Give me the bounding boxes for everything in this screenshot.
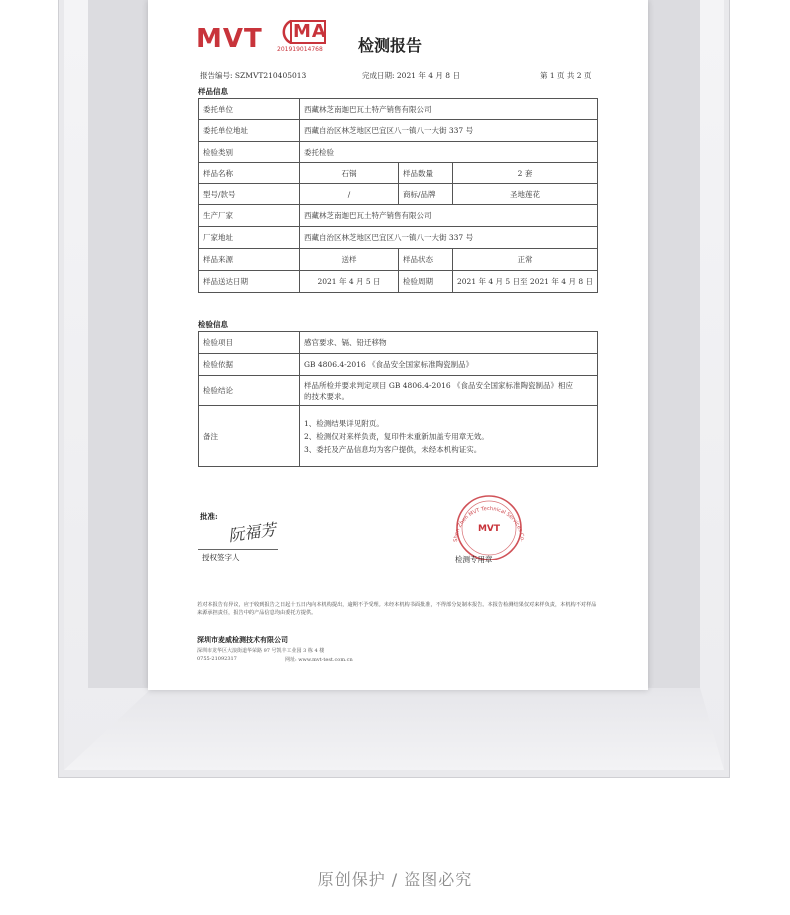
sample-name-label: 样品名称 bbox=[199, 163, 300, 184]
disclaimer-text: 若对本报告有异议，应于收到报告之日起十五日内向本机构提出，逾期不予受理。未经本机构书面批准，不得部分复制本报告。本报告检测结果仅对来样负责，本机构不对样品来源承担责任，报告中的产品信息均由委托方提供。 bbox=[197, 602, 597, 616]
sample-source-value: 送样 bbox=[300, 249, 399, 271]
sent-date-value: 2021 年 4 月 5 日 bbox=[300, 271, 399, 293]
stamp-logo: MVT bbox=[477, 524, 501, 534]
remarks-value bbox=[300, 406, 598, 467]
client-address-label: 委托单位地址 bbox=[199, 120, 300, 142]
signer-label: 授权签字人 bbox=[202, 553, 240, 562]
conclusion-line-2: 的技术要求。 bbox=[304, 391, 349, 401]
copyright-watermark: 原创保护 / 盗图必究 bbox=[317, 870, 473, 889]
conclusion-value bbox=[300, 376, 598, 406]
sample-source-label: 样品来源 bbox=[199, 249, 300, 271]
company-name: 深圳市麦威检测技术有限公司 bbox=[197, 635, 288, 644]
manufacturer-address-value: 西藏自治区林芝地区巴宜区八一镇八一大街 337 号 bbox=[300, 227, 598, 249]
test-info-title: 检验信息 bbox=[198, 320, 228, 329]
conclusion-line-1: 样品所检并要求判定项目 GB 4806.4-2016 《食品安全国家标准陶瓷制品》相应 bbox=[304, 380, 574, 390]
cma-mark-text: MA bbox=[293, 21, 327, 42]
sample-quantity-value: 2 套 bbox=[453, 163, 598, 184]
svg-text:Shen Zhen MVT Technical Servic bbox=[443, 490, 525, 542]
stamp-label: 检测专用章 bbox=[455, 555, 493, 564]
brand-value: 圣地莲花 bbox=[453, 184, 598, 205]
sample-info-title: 样品信息 bbox=[198, 87, 228, 96]
test-period-value: 2021 年 4 月 5 日至 2021 年 4 月 8 日 bbox=[453, 271, 598, 293]
manufacturer-value: 西藏林芝南迦巴瓦土特产销售有限公司 bbox=[300, 205, 598, 227]
remark-item: 1、检测结果详见附页。 bbox=[304, 418, 384, 428]
stamp-ring-text: Shen Zhen MVT Technical Services Co. bbox=[452, 505, 526, 543]
report-title: 检测报告 bbox=[358, 36, 423, 55]
model-value: / bbox=[300, 184, 399, 205]
test-type-value: 委托检验 bbox=[300, 142, 598, 163]
official-stamp-icon bbox=[443, 490, 535, 560]
completion-date: 完成日期: 2021 年 4 月 8 日 bbox=[362, 71, 460, 80]
sent-date-label: 样品送达日期 bbox=[199, 271, 300, 293]
remarks-label: 备注 bbox=[199, 406, 300, 467]
manufacturer-label: 生产厂家 bbox=[199, 205, 300, 227]
approve-label: 批准: bbox=[200, 512, 218, 521]
sample-state-value: 正常 bbox=[453, 249, 598, 271]
remark-item: 3、委托及产品信息均为客户提供，未经本机构证实。 bbox=[304, 444, 482, 454]
cma-code: 201919014768 bbox=[277, 46, 323, 53]
company-website: 网址: www.mvt-test.com.cn bbox=[285, 657, 353, 663]
test-info-table bbox=[198, 331, 598, 467]
picture-frame-bottom bbox=[64, 688, 724, 770]
signature-line bbox=[198, 549, 278, 550]
test-basis-value: GB 4806.4-2016 《食品安全国家标准陶瓷制品》 bbox=[300, 354, 598, 376]
company-phone: 0755-21092317 bbox=[197, 656, 237, 662]
remark-item: 2、检测仅对来样负责，复印件未重新加盖专用章无效。 bbox=[304, 431, 489, 441]
sample-state-label: 样品状态 bbox=[399, 249, 453, 271]
report-number: 报告编号: SZMVT210405013 bbox=[200, 71, 307, 80]
company-address: 深圳市龙华区大浪街道华荣路 97 号凯丰工业园 3 栋 4 楼 bbox=[197, 648, 325, 654]
sample-name-value: 石锅 bbox=[300, 163, 399, 184]
client-address-value: 西藏自治区林芝地区巴宜区八一镇八一大街 337 号 bbox=[300, 120, 598, 142]
client-label: 委托单位 bbox=[199, 99, 300, 120]
page-number: 第 1 页 共 2 页 bbox=[540, 71, 592, 80]
sample-quantity-label: 样品数量 bbox=[399, 163, 453, 184]
manufacturer-address-label: 厂家地址 bbox=[199, 227, 300, 249]
test-items-value: 感官要求、镉、铅迁移物 bbox=[300, 332, 598, 354]
test-items-label: 检验项目 bbox=[199, 332, 300, 354]
sample-info-table bbox=[198, 98, 598, 293]
test-type-label: 检验类别 bbox=[199, 142, 300, 163]
test-basis-label: 检验依据 bbox=[199, 354, 300, 376]
mvt-logo: MVT bbox=[196, 24, 263, 54]
signature: 阮福芳 bbox=[227, 519, 278, 546]
conclusion-label: 检验结论 bbox=[199, 376, 300, 406]
client-value: 西藏林芝南迦巴瓦土特产销售有限公司 bbox=[300, 99, 598, 120]
test-period-label: 检验周期 bbox=[399, 271, 453, 293]
brand-label: 商标/品牌 bbox=[399, 184, 453, 205]
model-label: 型号/款号 bbox=[199, 184, 300, 205]
